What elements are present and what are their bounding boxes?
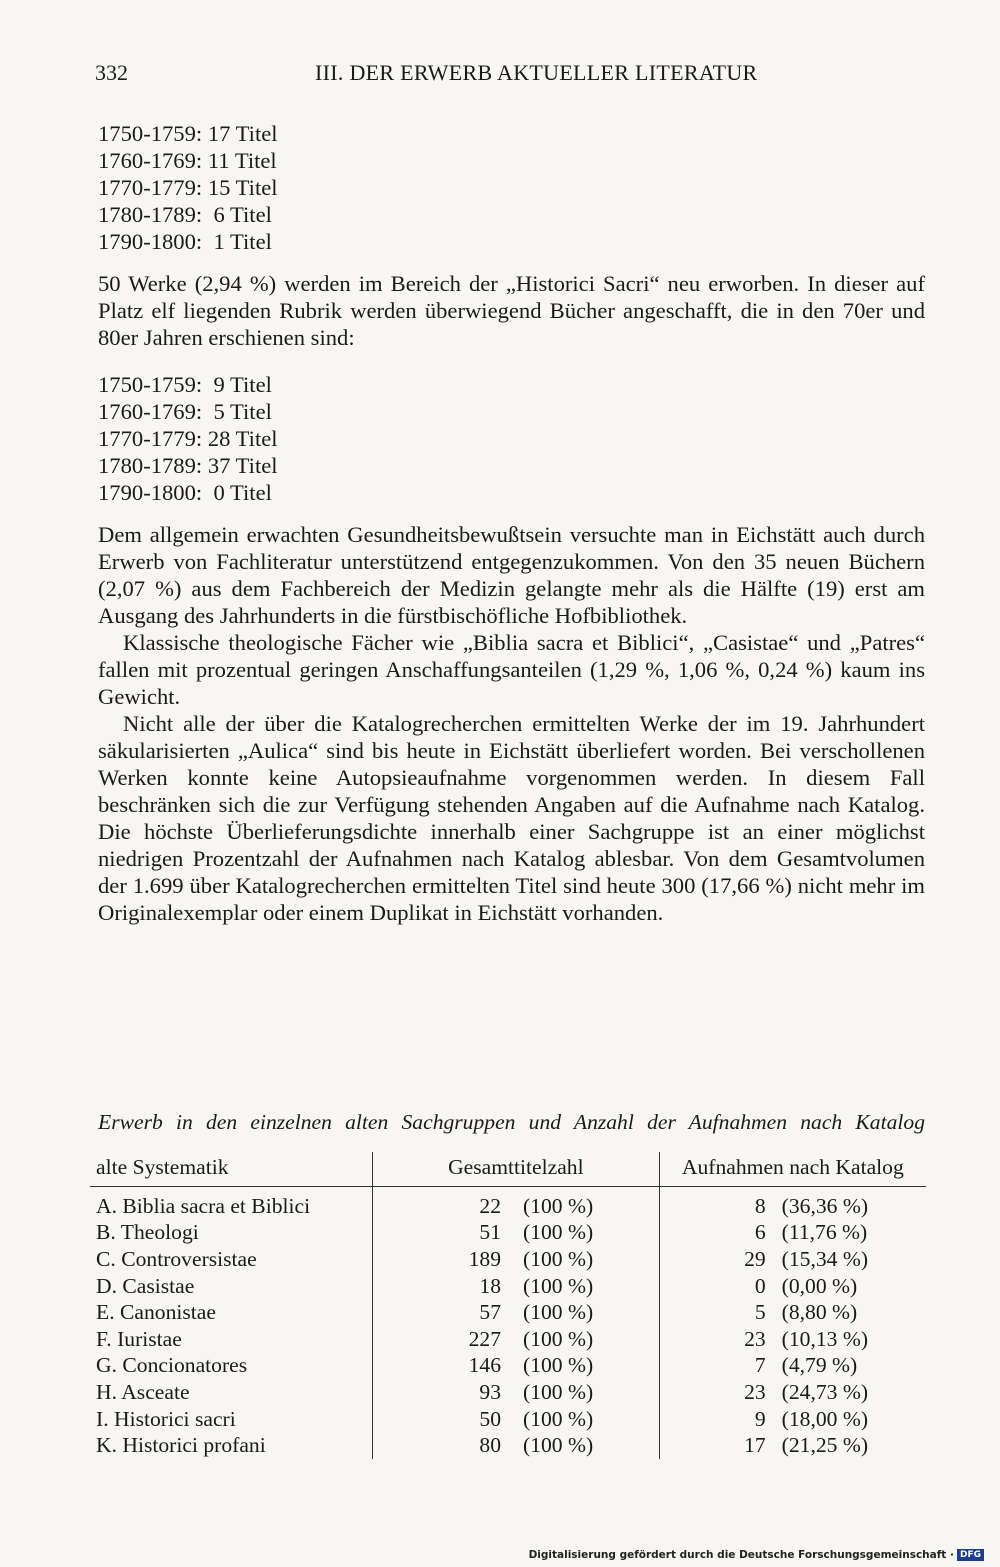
table-row [90,1187,926,1220]
total-cell [373,1326,660,1353]
group-cell: C. Controversistae [96,1246,257,1271]
catalog-count: 17 [744,1433,766,1458]
column-header-katalog: Aufnahmen nach Katalog [659,1152,926,1187]
total-cell [373,1187,660,1220]
paragraph-historici-sacri: 50 Werke (2,94 %) werden im Bereich der „Historici Sacri“ neu erworben. In dieser auf Platz elf liegenden Rubrik werden überwiegend Bücher angeschafft, die in den 70er und 80er Jahren erschienen sind: [98,271,925,350]
group-cell: E. Canonistae [96,1300,216,1325]
list-item: 1780-1789: 6 Titel [98,202,272,227]
catalog-count: 9 [754,1406,766,1431]
list-item: 1780-1789: 37 Titel [98,453,278,478]
catalog-count: 29 [744,1246,766,1271]
funding-text: Digitalisierung gefördert durch die Deutsche Forschungsgemeinschaft · [528,1549,954,1561]
catalog-count: 8 [754,1193,766,1218]
table-row [90,1299,926,1326]
catalog-percent: (11,76 %) [781,1220,868,1245]
table-header-row [90,1152,926,1187]
table-row [90,1273,926,1300]
body-text [98,521,925,926]
catalog-percent: (21,25 %) [781,1433,869,1458]
group-cell: B. Theologi [96,1220,199,1245]
catalog-count: 23 [744,1326,766,1351]
list-item: 1770-1779: 28 Titel [98,426,278,451]
group-cell: F. Iuristae [96,1326,182,1351]
total-percent: (100 %) [523,1300,594,1325]
list-item: 1760-1769: 11 Titel [98,148,277,173]
table-row [90,1379,926,1406]
list-item: 1770-1779: 15 Titel [98,175,278,200]
total-percent: (100 %) [523,1273,594,1298]
total-percent: (100 %) [523,1220,594,1245]
total-cell [373,1353,660,1380]
group-cell: K. Historici profani [96,1433,266,1458]
total-percent: (100 %) [523,1379,594,1404]
catalog-percent: (15,34 %) [781,1246,869,1271]
total-percent: (100 %) [523,1193,594,1218]
total-percent: (100 %) [523,1353,594,1378]
catalog-percent: (4,79 %) [781,1353,858,1378]
table-row [90,1326,926,1353]
group-cell: I. Historici sacri [96,1406,236,1431]
catalog-percent: (24,73 %) [781,1379,869,1404]
total-percent: (100 %) [523,1433,594,1458]
catalog-cell [659,1406,926,1433]
list-item: 1750-1759: 17 Titel [98,121,278,146]
catalog-cell [659,1220,926,1247]
running-title [315,60,758,86]
total-cell [373,1379,660,1406]
catalog-cell [659,1246,926,1273]
catalog-count: 6 [754,1220,766,1245]
group-cell: A. Biblia sacra et Biblici [96,1193,311,1218]
total-percent: (100 %) [523,1326,594,1351]
column-header-systematik: alte Systematik [90,1152,373,1187]
digitization-notice [529,1549,984,1561]
catalog-cell [659,1353,926,1380]
catalog-cell [659,1326,926,1353]
total-count: 80 [479,1433,501,1458]
catalog-percent: (10,13 %) [781,1326,869,1351]
group-cell: D. Casistae [96,1273,195,1298]
catalog-cell [659,1432,926,1459]
total-count: 93 [479,1379,501,1404]
catalog-percent: (18,00 %) [781,1406,869,1431]
running-title-prefix: III. D [315,60,366,85]
table-row [90,1220,926,1247]
table-row [90,1353,926,1380]
list-item: 1790-1800: 0 Titel [98,480,272,505]
total-count: 51 [479,1220,501,1245]
list-item: 1790-1800: 1 Titel [98,229,272,254]
total-count: 189 [468,1246,501,1271]
total-cell [373,1432,660,1459]
catalog-count: 0 [754,1273,766,1298]
acquisition-table [90,1152,926,1459]
total-count: 22 [479,1193,501,1218]
catalog-count: 5 [754,1300,766,1325]
page-number: 332 [95,60,128,85]
catalog-percent: (0,00 %) [781,1273,858,1298]
catalog-cell [659,1273,926,1300]
table-caption: Erwerb in den einzelnen alten Sachgruppen und Anzahl der Aufnahmen nach Katalog [98,1110,925,1134]
total-count: 50 [479,1406,501,1431]
decade-list-2 [98,371,925,506]
column-header-gesamt: Gesamttitelzahl [373,1152,660,1187]
total-count: 18 [479,1273,501,1298]
total-cell [373,1246,660,1273]
paragraph-aulica: Nicht alle der über die Katalogrecherchen ermittelten Werke der im 19. Jahrhundert säkularisierten „Aulica“ sind bis heute in Eichstätt überliefert worden. Bei verschollenen Werken konnte keine Autopsieaufnahme vorgenommen werden. In diesem Fall beschränken sich die zur Verfügung stehenden Angaben auf die Aufnahme nach Katalog. Die höchste Überlieferungsdichte innerhalb einer Sachgruppe ist an einer möglichst niedrigen Prozentzahl der Aufnahmen nach Katalog ablesbar. Von dem Gesamtvolumen der 1.699 über Katalogrecherchen ermittelten Titel sind heute 300 (17,66 %) nicht mehr im Originalexemplar oder einem Duplikat in Eichstätt vorhanden. [98,711,925,925]
catalog-percent: (36,36 %) [781,1193,869,1218]
total-count: 146 [468,1353,501,1378]
catalog-percent: (8,80 %) [781,1300,858,1325]
catalog-count: 23 [744,1379,766,1404]
total-cell [373,1273,660,1300]
paragraph-medizin: Dem allgemein erwachten Gesundheitsbewußtsein versuchte man in Eichstätt auch durch Erwerb von Fachliteratur unterstützend entgegenzukommen. Von den 35 neuen Büchern (2,07 %) aus dem Fachbereich der Medizin gelangte mehr als die Hälfte (19) erst am Ausgang des Jahrhunderts in die fürstbischöfliche Hofbibliothek. [98,522,925,628]
total-count: 227 [468,1326,501,1351]
decade-list-1 [98,120,925,255]
table-row [90,1406,926,1433]
list-item: 1750-1759: 9 Titel [98,372,272,397]
table-row [90,1246,926,1273]
total-percent: (100 %) [523,1406,594,1431]
total-percent: (100 %) [523,1246,594,1271]
list-item: 1760-1769: 5 Titel [98,399,272,424]
total-cell [373,1220,660,1247]
table-row [90,1432,926,1459]
running-title-rest: ER ERWERB AKTUELLER LITERATUR [365,60,758,85]
dfg-logo: DFG [957,1549,984,1561]
group-cell: G. Concionatores [96,1353,248,1378]
paragraph-theologie: Klassische theologische Fächer wie „Biblia sacra et Biblici“, „Casistae“ und „Patres“ fallen mit prozentual geringen Anschaffungsanteilen (1,29 %, 1,06 %, 0,24 %) kaum ins Gewicht. [98,630,925,709]
catalog-count: 7 [754,1353,766,1378]
page-header [95,60,925,90]
total-cell [373,1406,660,1433]
group-cell: H. Asceate [96,1379,190,1404]
catalog-cell [659,1299,926,1326]
catalog-cell [659,1187,926,1220]
catalog-cell [659,1379,926,1406]
total-count: 57 [479,1300,501,1325]
total-cell [373,1299,660,1326]
